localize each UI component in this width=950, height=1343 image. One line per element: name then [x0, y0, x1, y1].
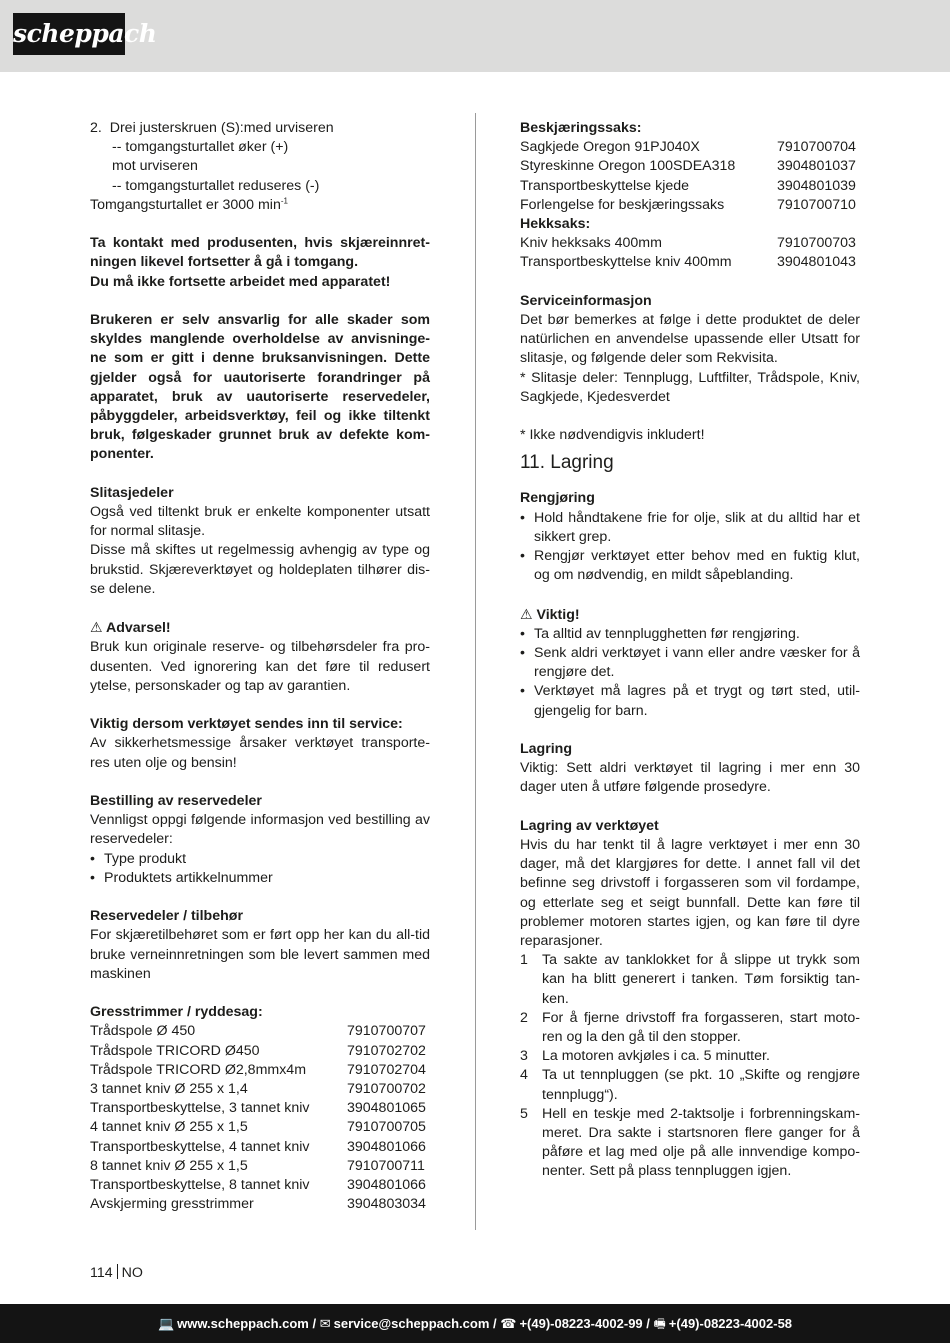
idle-speed-exponent: -1 — [280, 196, 288, 206]
trimmer-heading: Gresstrimmer / ryddesag: — [90, 1004, 263, 1021]
list-item: • Senk aldri verktøyet i vann eller andre væsker for å rengjøre det. — [520, 644, 860, 682]
wear-heading: Slitasjedeler — [90, 484, 174, 501]
step-text: Ta ut tennpluggen (se pkt. 10 „Skifte og rengjøre tennplugg“). — [542, 1067, 860, 1103]
wear-text-1: Også ved tiltenkt bruk er enkelte komponenter utsatt for normal slitasje. — [90, 504, 430, 540]
section-title: 11. Lagring — [520, 452, 614, 474]
tool-storage-text: Hvis du har tenkt til å lagre verktøyet i mer enn 30 dager, må det klargjøres for dette. I annet fall vil det befinne seg drivstoff i forgasseren som vil fordampe, og etterlate seg et seigt bunnfall. Dette kan føre til problemer motoren startes igjen, og kan føre til dyre reparasjoner. — [520, 837, 860, 950]
stop-work-warning: Du må ikke fortsette arbeidet med apparatet! — [90, 273, 391, 290]
warning-icon: ⚠ — [90, 619, 103, 636]
step-number: 5 — [520, 1105, 528, 1122]
important-heading-row — [520, 605, 860, 625]
service-text: Av sikkerhetsmessige årsaker verktøyet transporte-res uten olje og bensin! — [90, 735, 430, 771]
left-column — [90, 119, 430, 1214]
part-name: 3 tannet kniv Ø 255 x 1,4 — [90, 1081, 248, 1098]
list-item: • Type produkt — [90, 850, 430, 869]
list-item: • Verktøyet må lagres på et trygt og tørt sted, util-gjengelig for barn. — [520, 682, 860, 720]
table-row — [90, 1022, 430, 1041]
order-heading: Bestilling av reservedeler — [90, 793, 262, 810]
important-heading: Viktig! — [536, 606, 580, 623]
list-item — [520, 1009, 860, 1047]
list-item — [520, 1105, 860, 1182]
wear-text-2: Disse må skiftes ut regelmessig avhengig av type og brukstid. Skjæreverktøyet og holdeplaten tilhører dis-se delene. — [90, 542, 430, 597]
part-name: Transportbeskyttelse kjede — [520, 177, 690, 194]
table-row — [90, 1157, 430, 1176]
table-row — [90, 1176, 430, 1195]
step-number: 2 — [520, 1009, 528, 1026]
table-row — [90, 1138, 430, 1157]
page-language: NO — [121, 1265, 143, 1281]
idle-speed-text: Tomgangsturtallet er 3000 min — [90, 196, 281, 213]
service-heading: Viktig dersom verktøyet sendes inn til service: — [90, 716, 403, 733]
step-number: 1 — [520, 952, 528, 969]
phone-icon: ☎ — [500, 1316, 517, 1331]
service-info-wear: * Slitasje deler: Tennplugg, Luftfilter, Trådspole, Kniv, Sagkjede, Kjedesverdet — [520, 369, 860, 405]
part-number: 3904801043 — [777, 254, 856, 271]
adjust-line-1: -- tomgangsturtallet øker (+) — [112, 139, 289, 156]
part-name: 8 tannet kniv Ø 255 x 1,5 — [90, 1157, 248, 1174]
warning-heading-row — [90, 618, 430, 638]
warning-text: Bruk kun originale reserve- og tilbehørsdeler fra pro-dusenten. Ved ignorering kan det føre til redusert ytelse, personskader og tap av garantien. — [90, 639, 430, 694]
idle-speed — [90, 196, 430, 215]
page-header — [0, 0, 950, 72]
step-text: Ta sakte av tanklokket for å slippe ut trykk som kan ha blitt generert i tanken. Tøm forsiktig tan-ken. — [542, 952, 860, 1007]
part-number: 7910700711 — [347, 1157, 425, 1174]
footer-email[interactable]: service@scheppach.com — [333, 1316, 490, 1331]
adjust-line-2: mot urviseren — [112, 158, 198, 175]
right-column — [520, 119, 860, 1182]
part-number: 7910700707 — [347, 1023, 426, 1040]
footer-separator: / — [308, 1316, 320, 1331]
table-row — [90, 1195, 430, 1214]
part-number: 7910702704 — [347, 1061, 426, 1078]
table-row — [90, 1099, 430, 1118]
service-info-note: * Ikke nødvendigvis inkludert! — [520, 427, 705, 444]
step-text: Hell en teskje med 2-taktsolje i forbrenningskam-meret. Dra sakte i startsnoren flere ganger for å påføre et lag med olje på alle innvendige kompo-nenter. Sett på plass tennpluggen igjen. — [542, 1105, 860, 1180]
contact-warning: Ta kontakt med produsenten, hvis skjæreinnret-ningen likevel fortsetter å gå i tomgang. — [90, 235, 430, 271]
storage-text: Viktig: Sett aldri verktøyet til lagring i mer enn 30 dager uten å utføre følgende prosedyre. — [520, 760, 860, 796]
computer-icon: 💻 — [157, 1316, 175, 1331]
list-item — [520, 951, 860, 1009]
list-item — [520, 1066, 860, 1104]
page-number-value: 114 — [90, 1265, 113, 1281]
accessories-text: For skjæretilbehøret som er ført opp her kan du all-tid bruke verneinnretningen som ble levert sammen med maskinen — [90, 927, 430, 982]
part-name: Kniv hekksaks 400mm — [520, 235, 662, 252]
hedge-heading: Hekksaks: — [520, 216, 591, 233]
list-item: • Rengjør verktøyet etter behov med en fuktig klut, og om nødvendig, en mildt såpeblanding. — [520, 547, 860, 585]
table-row — [520, 157, 860, 176]
saw-parts-table — [520, 138, 860, 215]
order-text: Vennligst oppgi følgende informasjon ved bestilling av reservedeler: — [90, 812, 430, 848]
part-number: 7910700705 — [347, 1119, 426, 1136]
accessories-heading: Reservedeler / tilbehør — [90, 908, 243, 925]
list-item: • Hold håndtakene frie for olje, slik at du alltid har et sikkert grep. — [520, 509, 860, 547]
part-number: 3904801039 — [777, 177, 856, 194]
part-number: 7910700710 — [777, 196, 856, 213]
service-info-text: Det bør bemerkes at følge i dette produktet de deler natürlichen en anvendelse upassende eller Utsatt for slitasje, og følgende deler som Rekvisita. — [520, 312, 860, 367]
footer-fax: +(49)-08223-4002-58 — [668, 1316, 793, 1331]
part-name: Trådspole TRICORD Ø450 — [90, 1042, 260, 1059]
table-row — [90, 1042, 430, 1061]
table-row — [90, 1061, 430, 1080]
saw-heading: Beskjæringssaks: — [520, 120, 642, 136]
list-item: • Ta alltid av tennplugghetten før rengjøring. — [520, 625, 860, 644]
cleaning-heading: Rengjøring — [520, 490, 595, 507]
table-row — [520, 196, 860, 215]
table-row — [90, 1118, 430, 1137]
warning-icon: ⚠ — [520, 605, 533, 622]
part-name: Forlengelse for beskjæringssaks — [520, 196, 725, 213]
page-number — [90, 1264, 143, 1281]
table-row — [520, 234, 860, 253]
part-name: Sagkjede Oregon 91PJ040X — [520, 139, 700, 156]
part-name: Transportbeskyttelse, 4 tannet kniv — [90, 1138, 310, 1155]
footer-separator: / — [489, 1316, 501, 1331]
table-row — [520, 138, 860, 157]
hedge-parts-table — [520, 234, 860, 272]
column-divider — [475, 113, 476, 1230]
table-row — [520, 177, 860, 196]
part-name: Transportbeskyttelse, 8 tannet kniv — [90, 1177, 310, 1194]
storage-heading: Lagring — [520, 741, 573, 758]
scheppach-logo: scheppach — [13, 13, 125, 55]
step-number: 4 — [520, 1067, 528, 1084]
list-item — [520, 1047, 860, 1066]
part-number: 3904801037 — [777, 158, 856, 175]
page-footer — [0, 1304, 950, 1343]
fax-icon: 🖷 — [653, 1316, 666, 1331]
trimmer-parts-table — [90, 1022, 430, 1214]
mail-icon: ✉ — [319, 1316, 331, 1331]
part-number: 7910700703 — [777, 235, 856, 252]
liability-paragraph: Brukeren er selv ansvarlig for alle skader som skyldes manglende overholdelse av anvisninge-ne som er gitt i denne bruksanvisningen. Dette gjelder også for uautoriserte forandringer på apparatet, bruk av uautoriserte reservedeler, påbyggdeler, arbeidsverktøy, feil og ikke tiltenkt bruk, følgeskader grunnet bruk av defekte kom-ponenter. — [90, 312, 430, 463]
footer-separator: / — [642, 1316, 654, 1331]
table-row — [520, 253, 860, 272]
part-name: 4 tannet kniv Ø 255 x 1,5 — [90, 1119, 248, 1136]
list-item: • Produktets artikkelnummer — [90, 869, 430, 888]
part-number: 3904801066 — [347, 1138, 426, 1155]
part-name: Transportbeskyttelse kniv 400mm — [520, 254, 732, 271]
part-number: 7910702702 — [347, 1042, 426, 1059]
part-number: 7910700704 — [777, 139, 856, 156]
part-name: Trådspole Ø 450 — [90, 1023, 196, 1040]
service-info-heading: Serviceinformasjon — [520, 292, 652, 309]
table-row — [90, 1080, 430, 1099]
step-text: For å fjerne drivstoff fra forgasseren, start moto-ren og la den gå til den stopper. — [542, 1009, 860, 1046]
part-number: 3904801065 — [347, 1100, 426, 1117]
footer-phone: +(49)-08223-4002-99 — [519, 1316, 643, 1331]
footer-website[interactable]: www.scheppach.com — [177, 1316, 309, 1331]
part-number: 3904801066 — [347, 1177, 426, 1194]
adjust-intro: 2. Drei justerskruen (S):med urviseren — [90, 120, 334, 136]
tool-storage-heading: Lagring av verktøyet — [520, 817, 659, 834]
step-text: La motoren avkjøles i ca. 5 minutter. — [542, 1048, 770, 1065]
part-name: Trådspole TRICORD Ø2,8mmx4m — [90, 1061, 307, 1078]
part-name: Transportbeskyttelse, 3 tannet kniv — [90, 1100, 310, 1117]
warning-heading: Advarsel! — [105, 620, 171, 637]
part-number: 3904803034 — [347, 1196, 426, 1213]
step-number: 3 — [520, 1048, 528, 1065]
part-name: Styreskinne Oregon 100SDEA318 — [520, 158, 736, 175]
part-name: Avskjerming gresstrimmer — [90, 1196, 254, 1213]
part-number: 7910700702 — [347, 1081, 426, 1098]
adjust-line-3: -- tomgangsturtallet reduseres (-) — [112, 177, 320, 194]
